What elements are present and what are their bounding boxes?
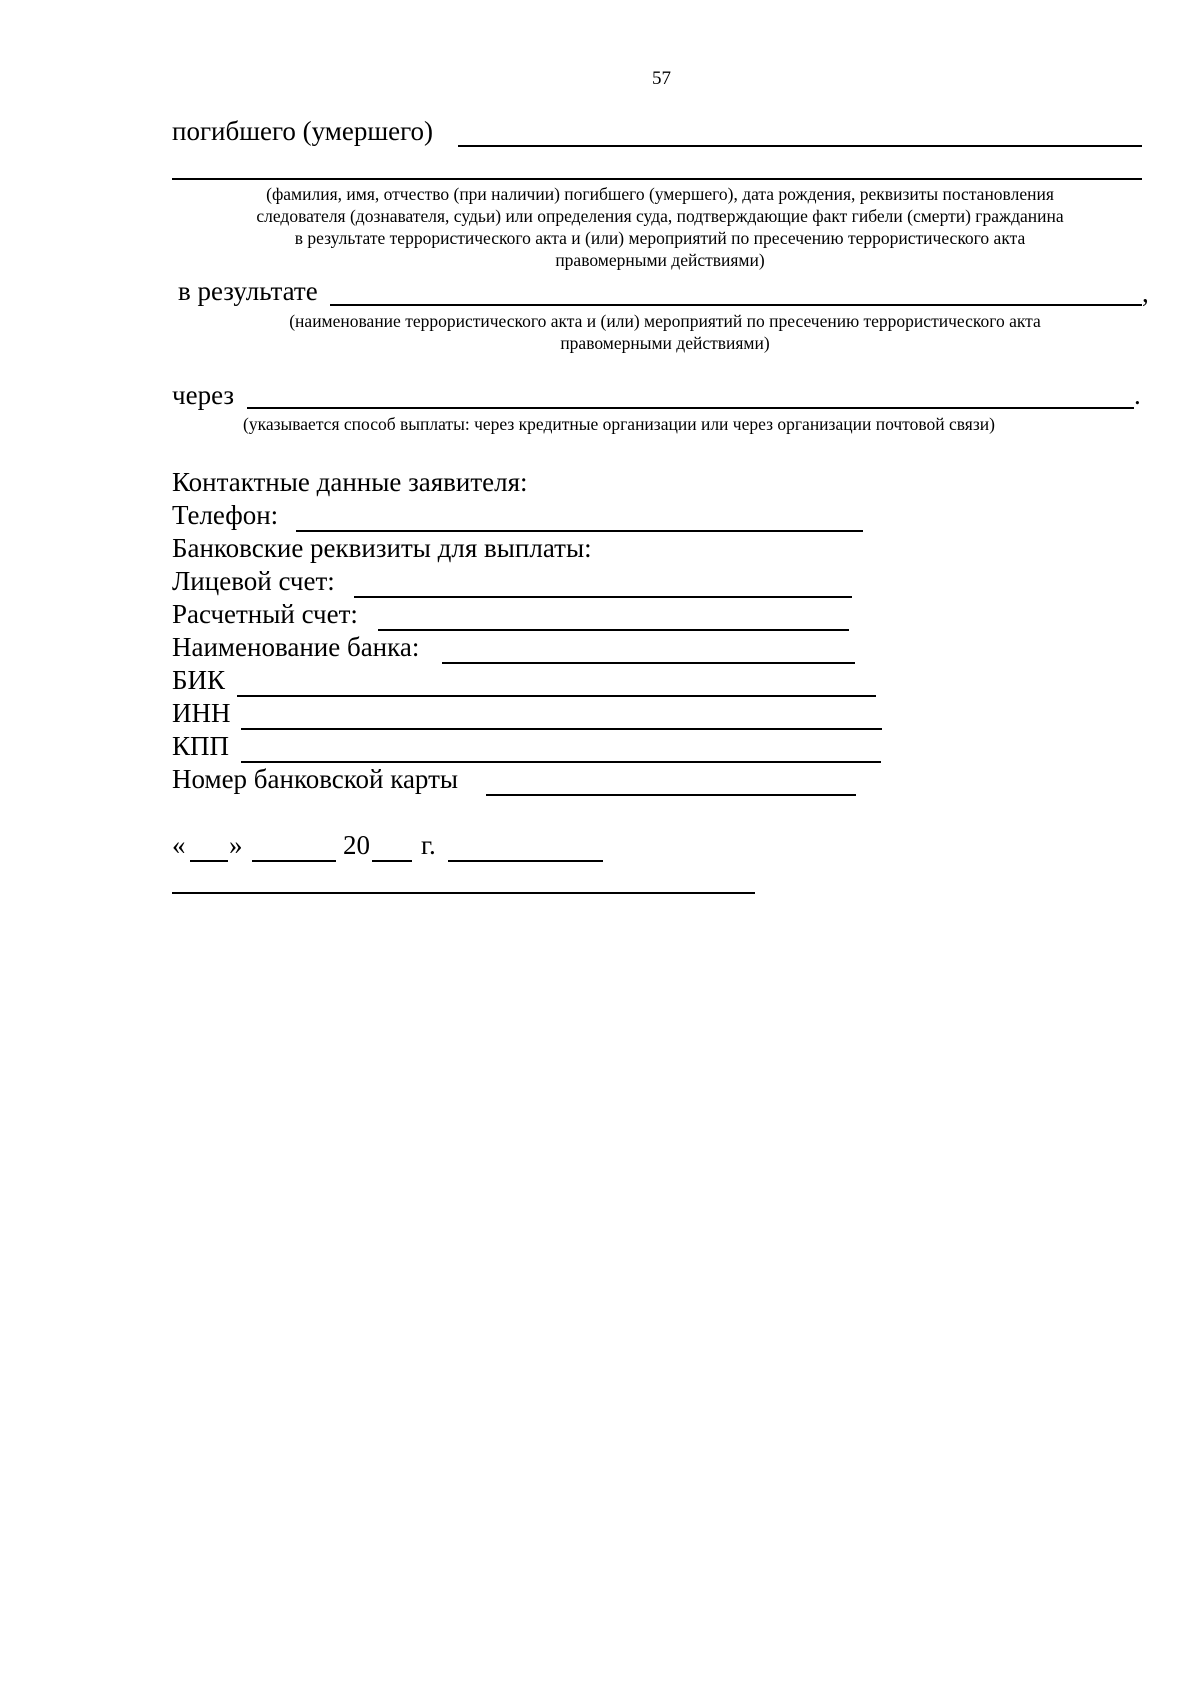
payment-method-field[interactable] [247,407,1134,409]
kpp-label: КПП [172,731,230,761]
result-note [215,310,1115,354]
deceased-note-line: следователя (дознавателя, судьи) или определения суда, подтверждающие факт гибели (смерти) гражданина [256,206,1064,226]
deceased-note-line: в результате террористического акта и (или) мероприятий по пресечению террористического акта [294,228,1026,248]
deceased-note [170,183,1150,271]
date-year-prefix: 20 [343,830,370,860]
phone-field[interactable] [296,530,863,532]
inn-label: ИНН [172,698,231,728]
date-month-field[interactable] [252,860,336,862]
kpp-field[interactable] [241,761,881,763]
date-open-quote: « [172,830,186,860]
payment-label: через [172,380,235,410]
bank-name-field[interactable] [442,662,855,664]
date-close-quote: » [229,830,243,860]
result-label: в результате [178,276,318,306]
settlement-account-label: Расчетный счет: [172,599,358,629]
date-year-field[interactable] [372,860,412,862]
payment-period: . [1134,380,1141,410]
bank-details-heading: Банковские реквизиты для выплаты: [172,533,592,563]
deceased-details-field[interactable] [172,178,1142,180]
inn-field[interactable] [241,728,882,730]
result-note-line: правомерными действиями) [560,333,770,353]
deceased-note-line: (фамилия, имя, отчество (при наличии) погибшего (умершего), дата рождения, реквизиты постановления [266,184,1054,204]
bik-label: БИК [172,665,226,695]
deceased-note-line: правомерными действиями) [555,250,765,270]
card-number-label: Номер банковской карты [172,764,459,794]
signature-name-field[interactable] [172,892,755,894]
personal-account-field[interactable] [354,596,852,598]
page-number: 57 [652,68,671,89]
result-comma: , [1142,278,1149,308]
deceased-name-field[interactable] [458,145,1142,147]
contacts-heading: Контактные данные заявителя: [172,467,528,497]
signature-field[interactable] [448,860,603,862]
bank-name-label: Наименование банка: [172,632,420,662]
payment-note: (указывается способ выплаты: через кредитные организации или через организации почтовой связи) [243,414,995,434]
result-note-line: (наименование террористического акта и (или) мероприятий по пресечению террористического акта [289,311,1041,331]
settlement-account-field[interactable] [378,629,849,631]
deceased-label: погибшего (умершего) [172,116,434,146]
date-day-field[interactable] [190,860,228,862]
date-year-suffix: г. [421,830,436,860]
phone-label: Телефон: [172,500,279,530]
card-number-field[interactable] [486,794,856,796]
personal-account-label: Лицевой счет: [172,566,335,596]
bik-field[interactable] [237,695,876,697]
result-field[interactable] [330,304,1142,306]
